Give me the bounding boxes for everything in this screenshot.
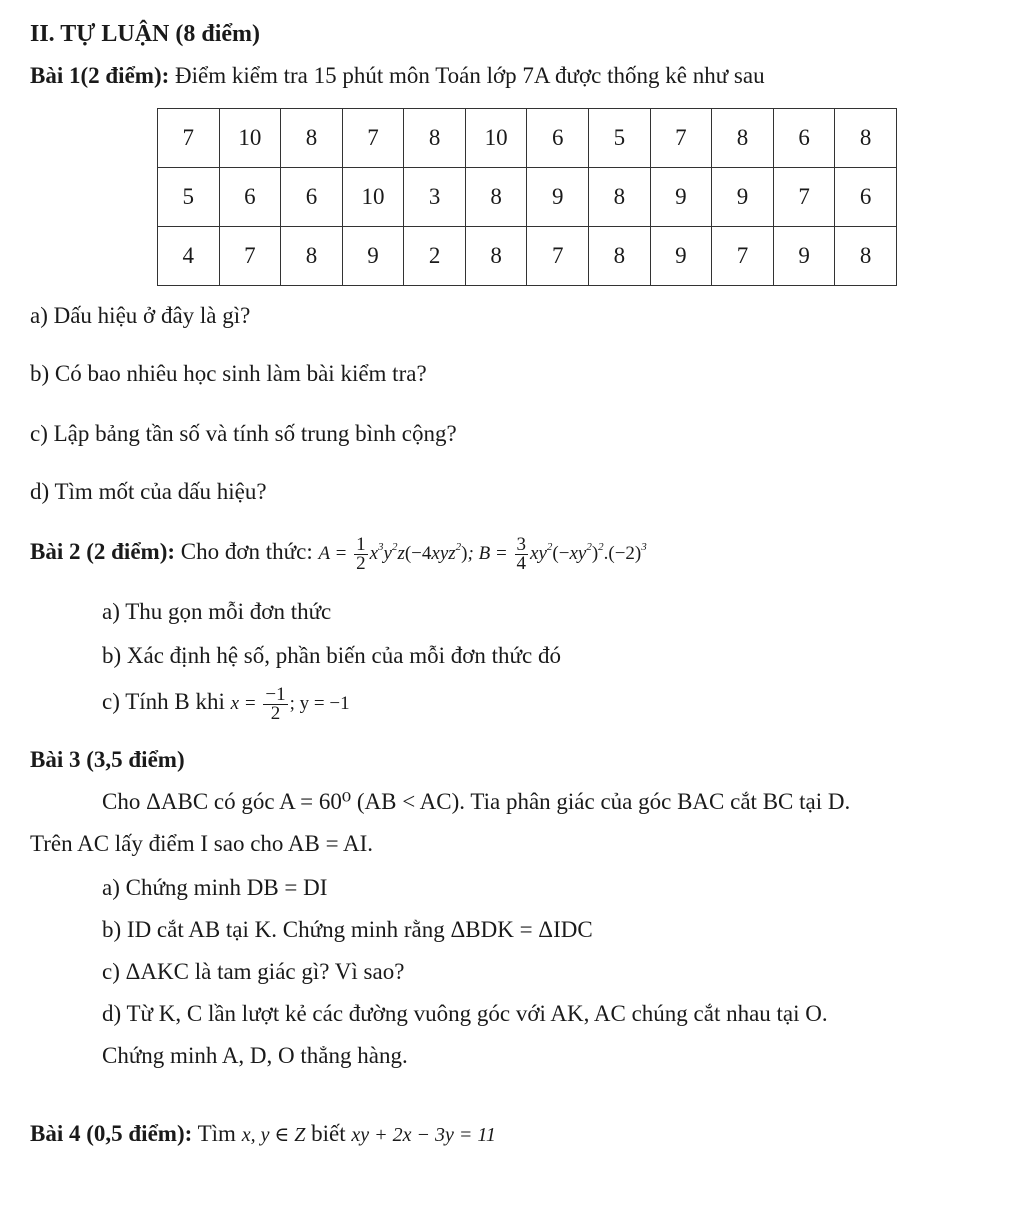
bai2-c-rest: ; y = −1 (289, 692, 350, 714)
bai1-question-a: a) Dấu hiệu ở đây là gì? (30, 303, 251, 328)
table-cell: 8 (589, 227, 651, 286)
table-cell: 9 (773, 227, 835, 286)
table-cell: 9 (712, 168, 774, 227)
bai1-title: Bài 1(2 điểm): (30, 63, 170, 88)
table-cell: 9 (650, 227, 712, 286)
score-table (157, 108, 897, 286)
formula-a-prefix: A = (318, 542, 353, 564)
bai4-equation: xy + 2x − 3y = 11 (351, 1124, 496, 1146)
bai3-question-d1: d) Từ K, C lần lượt kẻ các đường vuông góc với AK, AC chúng cắt nhau tại O. (102, 1001, 828, 1026)
bai1-heading (30, 62, 765, 90)
table-cell: 9 (342, 227, 404, 286)
table-cell: 7 (342, 109, 404, 168)
section-header: II. TỰ LUẬN (8 điểm) (30, 21, 261, 47)
monomial-formula: A = $\frac{1}{2}$ $x^3y^2z(-4xyz^2)$; B = $\frac{3}{4}$ $xy^2(-xy^2)^2.(-2)^3$ (318, 534, 647, 574)
table-cell: 8 (465, 168, 527, 227)
table-cell: 8 (835, 109, 897, 168)
table-cell: 6 (527, 109, 589, 168)
table-cell: 7 (650, 109, 712, 168)
bai3-question-c: c) ΔAKC là tam giác gì? Vì sao? (102, 959, 405, 984)
table-cell: 6 (835, 168, 897, 227)
table-cell: 8 (589, 168, 651, 227)
table-row (158, 168, 897, 227)
fraction-a: $\frac{1}{2}$ (356, 534, 366, 574)
table-cell: 6 (219, 168, 281, 227)
fraction-b: $\frac{3}{4}$ (516, 534, 527, 574)
table-cell: 5 (589, 109, 651, 168)
fraction-x: $\frac{-1}{2}$ (265, 684, 286, 724)
table-cell: 8 (404, 109, 466, 168)
table-cell: 10 (342, 168, 404, 227)
table-cell: 7 (527, 227, 589, 286)
table-cell: 8 (835, 227, 897, 286)
table-cell: 8 (281, 109, 343, 168)
bai4-text1: Tìm (197, 1121, 236, 1146)
bai1-intro: Điểm kiểm tra 15 phút môn Toán lớp 7A được thống kê như sau (175, 63, 765, 88)
bai1-question-d: d) Tìm mốt của dấu hiệu? (30, 479, 267, 504)
table-cell: 5 (158, 168, 220, 227)
table-cell: 6 (773, 109, 835, 168)
bai3-title: Bài 3 (3,5 điểm) (30, 747, 185, 772)
table-cell: 7 (773, 168, 835, 227)
table-cell: 9 (650, 168, 712, 227)
bai2-question-c: c) Tính B khi x = $\frac{-1}{2}$ ; y = −1 (102, 684, 350, 724)
table-cell: 7 (712, 227, 774, 286)
bai3-question-b: b) ID cắt AB tại K. Chứng minh rằng ΔBDK = ΔIDC (102, 917, 593, 942)
bai2-question-b: b) Xác định hệ số, phần biến của mỗi đơn thức đó (102, 643, 561, 668)
bai3-question-d2: Chứng minh A, D, O thẳng hàng. (102, 1043, 408, 1068)
table-cell: 10 (465, 109, 527, 168)
table-cell: 7 (158, 109, 220, 168)
table-cell: 4 (158, 227, 220, 286)
bai4-heading (30, 1120, 496, 1149)
table-cell: 7 (219, 227, 281, 286)
table-cell: 8 (281, 227, 343, 286)
table-cell: 8 (712, 109, 774, 168)
bai4-vars: x, y ∈ Z (241, 1124, 306, 1146)
table-cell: 8 (465, 227, 527, 286)
bai1-question-c: c) Lập bảng tần số và tính số trung bình cộng? (30, 421, 457, 446)
bai2-heading (30, 536, 647, 573)
bai4-title: Bài 4 (0,5 điểm): (30, 1121, 193, 1146)
bai2-c-text: c) Tính B khi (102, 688, 225, 714)
bai3-line2: Trên AC lấy điểm I sao cho AB = AI. (30, 831, 374, 856)
bai2-title: Bài 2 (2 điểm): (30, 538, 176, 564)
table-row (158, 227, 897, 286)
bai2-intro: Cho đơn thức: (180, 538, 313, 564)
bai3-line1: Cho ΔABC có góc A = 60⁰ (AB < AC). Tia phân giác của góc BAC cắt BC tại D. (102, 789, 851, 814)
table-cell: 2 (404, 227, 466, 286)
table-row (158, 109, 897, 168)
table-cell: 9 (527, 168, 589, 227)
bai3-question-a: a) Chứng minh DB = DI (102, 875, 328, 900)
bai2-question-a: a) Thu gọn mỗi đơn thức (102, 599, 332, 624)
table-cell: 3 (404, 168, 466, 227)
bai1-question-b: b) Có bao nhiêu học sinh làm bài kiểm tra? (30, 361, 427, 386)
bai4-text2: biết (311, 1121, 346, 1146)
table-cell: 6 (281, 168, 343, 227)
formula-b-prefix: ; B = (467, 542, 513, 564)
table-cell: 10 (219, 109, 281, 168)
